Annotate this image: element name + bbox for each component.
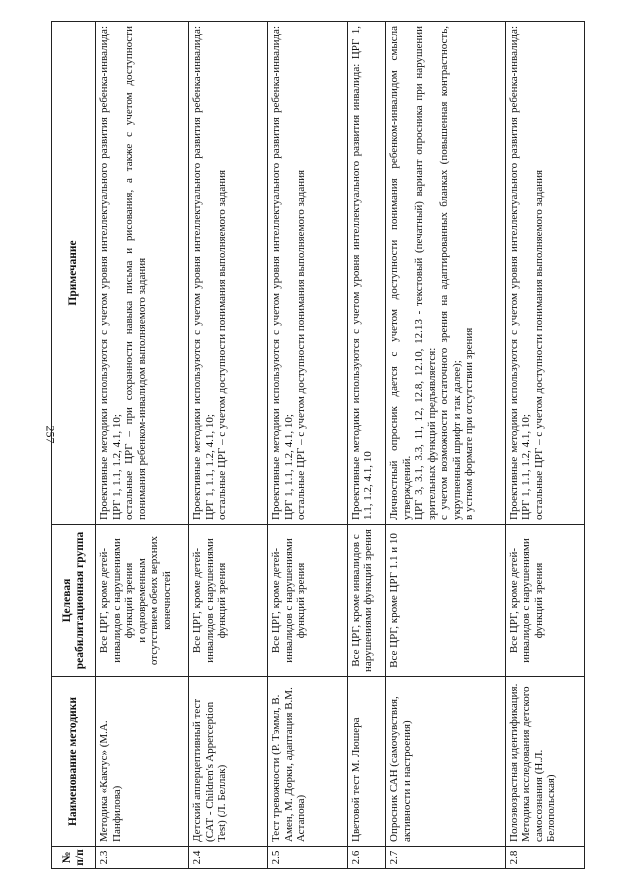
target-group-line: Все ЦРГ, кроме детей-инвалидов с нарушениями функций зрения (270, 538, 308, 663)
row-note (96, 22, 189, 525)
methods-table (51, 21, 585, 869)
row-note (268, 22, 347, 525)
target-group-line: Все ЦРГ, кроме детей-инвалидов с нарушениями функций зрения (507, 538, 545, 663)
row-method-name: Тест тревожности (Р. Тэммл, В. Амен, М. Дорки, адаптация В.М. Астапова) (268, 677, 347, 847)
page-number: 257 (43, 425, 58, 444)
header-name: Наименование методики (52, 677, 96, 847)
header-num: № п/п (52, 847, 96, 869)
note-line: Проективные методики используются с учетом уровня интеллектуального развития ребенка-инвалида: ЦРГ 1, 1.1, 1.2, 4.1, 10; (507, 26, 533, 520)
table-row (189, 22, 268, 869)
row-num: 2.6 (347, 847, 386, 869)
row-method-name: Цветовой тест М. Люшера (347, 677, 386, 847)
table-header-row (52, 22, 96, 869)
target-group-line: Все ЦРГ, кроме ЦРГ 1.1 и 10 (388, 533, 401, 668)
note-line: Проективные методики используются с учетом уровня интеллектуального развития ребенка-инвалида: ЦРГ 1, 1.1, 1.2, 4.1, 10; (98, 26, 123, 520)
target-group-line: и одновременным отсутствием обеих верхних конечностей (135, 535, 173, 666)
row-num: 2.8 (505, 847, 584, 869)
table-row (268, 22, 347, 869)
note-line: с учетом возможности остаточного зрения на адаптированных бланках (повышенная контрастность, укрупненный шрифт и так далее); (438, 26, 463, 520)
target-group-line: Все ЦРГ, кроме инвалидов с нарушениями функций зрения (349, 529, 375, 672)
row-num: 2.3 (96, 847, 189, 869)
header-group: Целевая реабилитационная группа (52, 525, 96, 677)
row-target-group (347, 525, 386, 677)
note-line: остальные ЦРГ – с учетом доступности понимания выполняемого задания (532, 169, 545, 520)
row-target-group (386, 525, 506, 677)
row-num: 2.7 (386, 847, 506, 869)
note-line: Проективные методики используются с учетом уровня интеллектуального развития ребенка-инвалида: ЦРГ 1, 1.1, 1.2, 4.1, 10; (270, 26, 295, 520)
row-target-group (505, 525, 584, 677)
target-group-line: Все ЦРГ, кроме детей-инвалидов с нарушениями функций зрения (191, 538, 229, 663)
note-line: остальные ЦРГ – при сохранности навыка письма и рисования, а также с учетом доступности понимания ребенком-инвалидом выполняемого задания (123, 26, 148, 520)
note-line: Личностный опросник дается с учетом доступности понимания ребенком-инвалидом смысла утверждений. (388, 26, 413, 520)
row-method-name: Детский апперцептивный тест (САТ - Children's Apperception Test) (Л. Беллак) (189, 677, 268, 847)
row-num: 2.5 (268, 847, 347, 869)
note-line: Проективные методики используются с учетом уровня интеллектуального развития ребенка-инвалида: ЦРГ 1, 1.1, 1.2, 4.1, 10; (191, 26, 216, 520)
row-method-name: Методика «Кактус» (М.А. Панфилова) (96, 677, 189, 847)
row-note (505, 22, 584, 525)
header-note: Примечание (52, 22, 96, 525)
row-num: 2.4 (189, 847, 268, 869)
table-row (386, 22, 506, 869)
note-line: Проективные методики используются с учетом уровня интеллектуального развития инвалида: ЦРГ 1, 1.1, 1.2, 4.1, 10 (349, 26, 375, 520)
table-row (505, 22, 584, 869)
note-line: остальные ЦРГ – с учетом доступности понимания выполняемого задания (216, 169, 229, 520)
row-note (347, 22, 386, 525)
note-line: остальные ЦРГ – с учетом доступности понимания выполняемого задания (295, 169, 308, 520)
row-method-name: Полоэвозрастная идентификация. Методика исследования детского самосознания (Н.Л. Белопольская) (505, 677, 584, 847)
row-target-group (189, 525, 268, 677)
table-row (96, 22, 189, 869)
row-note (189, 22, 268, 525)
row-note (386, 22, 506, 525)
target-group-line: Все ЦРГ, кроме детей-инвалидов с нарушениями функций зрения (98, 538, 135, 663)
methods-table-frame (51, 21, 585, 869)
note-line: в устном формате при отсутствии зрения (463, 327, 476, 520)
table-row (347, 22, 386, 869)
note-line: ЦРГ 3, 3.1, 3.3, 11, 12, 12.8, 12.10, 12.13 - текстовый (печатный) вариант опросника при нарушении зрительных функций предъявляется: (413, 26, 438, 520)
row-target-group (268, 525, 347, 677)
row-target-group (96, 525, 189, 677)
row-method-name: Опросник САН (самочувствия, активности и настроения) (386, 677, 506, 847)
